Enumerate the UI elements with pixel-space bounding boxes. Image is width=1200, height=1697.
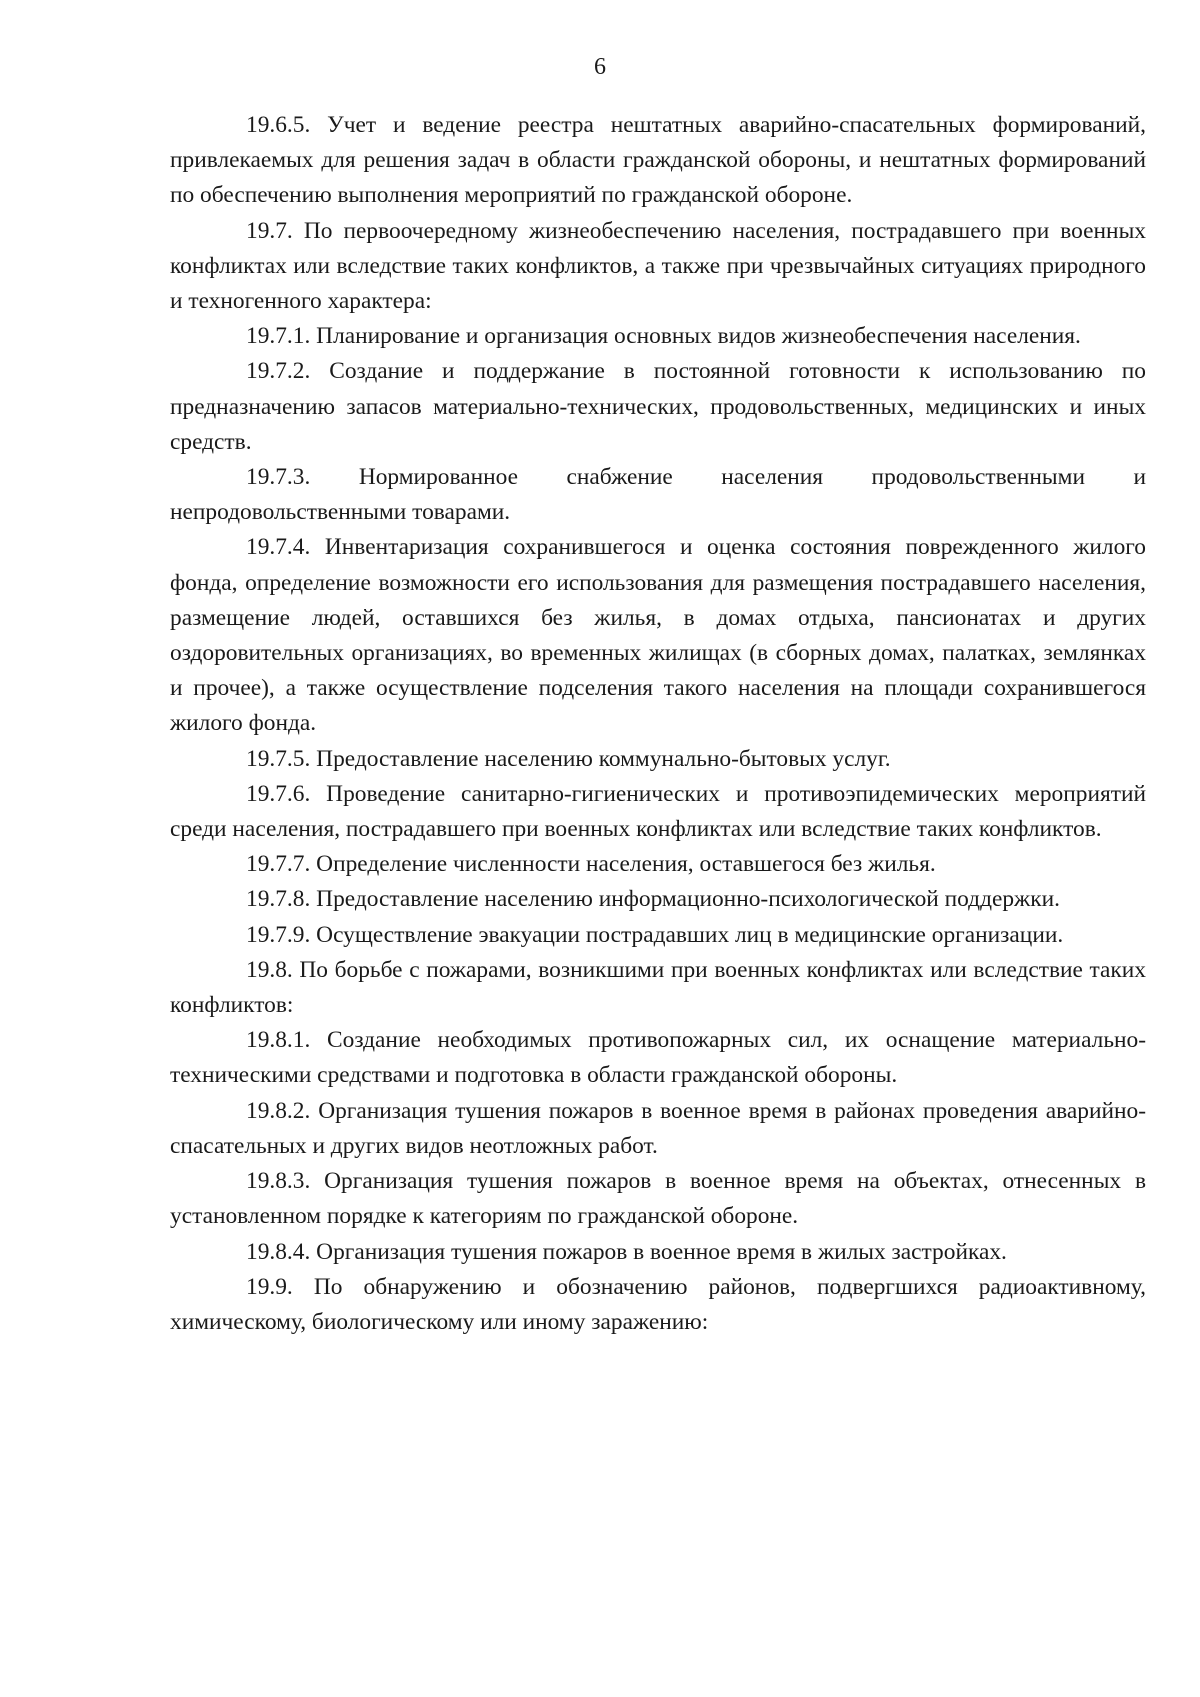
paragraph-19-7-9: 19.7.9. Осуществление эвакуации пострадавших лиц в медицинские организации.	[246, 921, 1064, 948]
document-body	[170, 108, 1146, 1340]
paragraph-19-7-1: 19.7.1. Планирование и организация основных видов жизнеобеспечения населения.	[246, 323, 1081, 350]
paragraph-19-9: 19.9. По обнаружению и обозначению районов, подвергшихся радиоактивному, химическому, биологическому или иному заражению:	[170, 1273, 1146, 1335]
paragraph-19-8-1: 19.8.1. Создание необходимых противопожарных сил, их оснащение материально-техническими средствами и подготовка в области гражданской обороны.	[170, 1027, 1146, 1089]
paragraph-19-6-5: 19.6.5. Учет и ведение реестра нештатных аварийно-спасательных формирований, привлекаемых для решения задач в области гражданской обороны, и нештатных формирований по обеспечению выполнения мероприятий по гражданской обороне.	[170, 112, 1146, 209]
paragraph-19-8-4: 19.8.4. Организация тушения пожаров в военное время в жилых застройках.	[246, 1238, 1007, 1265]
paragraph-19-7: 19.7. По первоочередному жизнеобеспечению населения, пострадавшего при военных конфликтах или вследствие таких конфликтов, а также при чрезвычайных ситуациях природного и техногенного характера:	[170, 217, 1146, 315]
paragraph-19-8-3: 19.8.3. Организация тушения пожаров в военное время на объектах, отнесенных в установленном порядке к категориям по гражданской обороне.	[170, 1168, 1146, 1230]
paragraph-19-7-5: 19.7.5. Предоставление населению коммунально-бытовых услуг.	[246, 745, 891, 772]
paragraph-19-7-4: 19.7.4. Инвентаризация сохранившегося и оценка состояния поврежденного жилого фонда, определение возможности его использования для размещения пострадавшего населения, размещение людей, оставшихся без жилья, в домах отдыха, пансионатах и других оздоровительных организациях, во временных жилищах (в сборных домах, палатках, землянках и прочее), а также осуществление подселения такого населения на площади сохранившегося жилого фонда.	[170, 534, 1146, 737]
paragraph-19-7-6: 19.7.6. Проведение санитарно-гигиенических и противоэпидемических мероприятий среди населения, пострадавшего при военных конфликтах или вследствие таких конфликтов.	[170, 780, 1146, 843]
paragraph-19-7-7: 19.7.7. Определение численности населения, оставшегося без жилья.	[246, 851, 936, 878]
paragraph-19-7-2: 19.7.2. Создание и поддержание в постоянной готовности к использованию по предназначению запасов материально-технических, продовольственных, медицинских и иных средств.	[170, 358, 1146, 455]
paragraph-19-8: 19.8. По борьбе с пожарами, возникшими при военных конфликтах или вследствие таких конфликтов:	[170, 956, 1146, 1019]
paragraph-19-7-3: 19.7.3. Нормированное снабжение населения продовольственными и непродовольственными товарами.	[170, 464, 1146, 526]
paragraph-19-8-2: 19.8.2. Организация тушения пожаров в военное время в районах проведения аварийно-спасательных и других видов неотложных работ.	[170, 1097, 1146, 1159]
page-number: 6	[594, 54, 606, 80]
paragraph-19-7-8: 19.7.8. Предоставление населению информационно-психологической поддержки.	[246, 886, 1060, 913]
